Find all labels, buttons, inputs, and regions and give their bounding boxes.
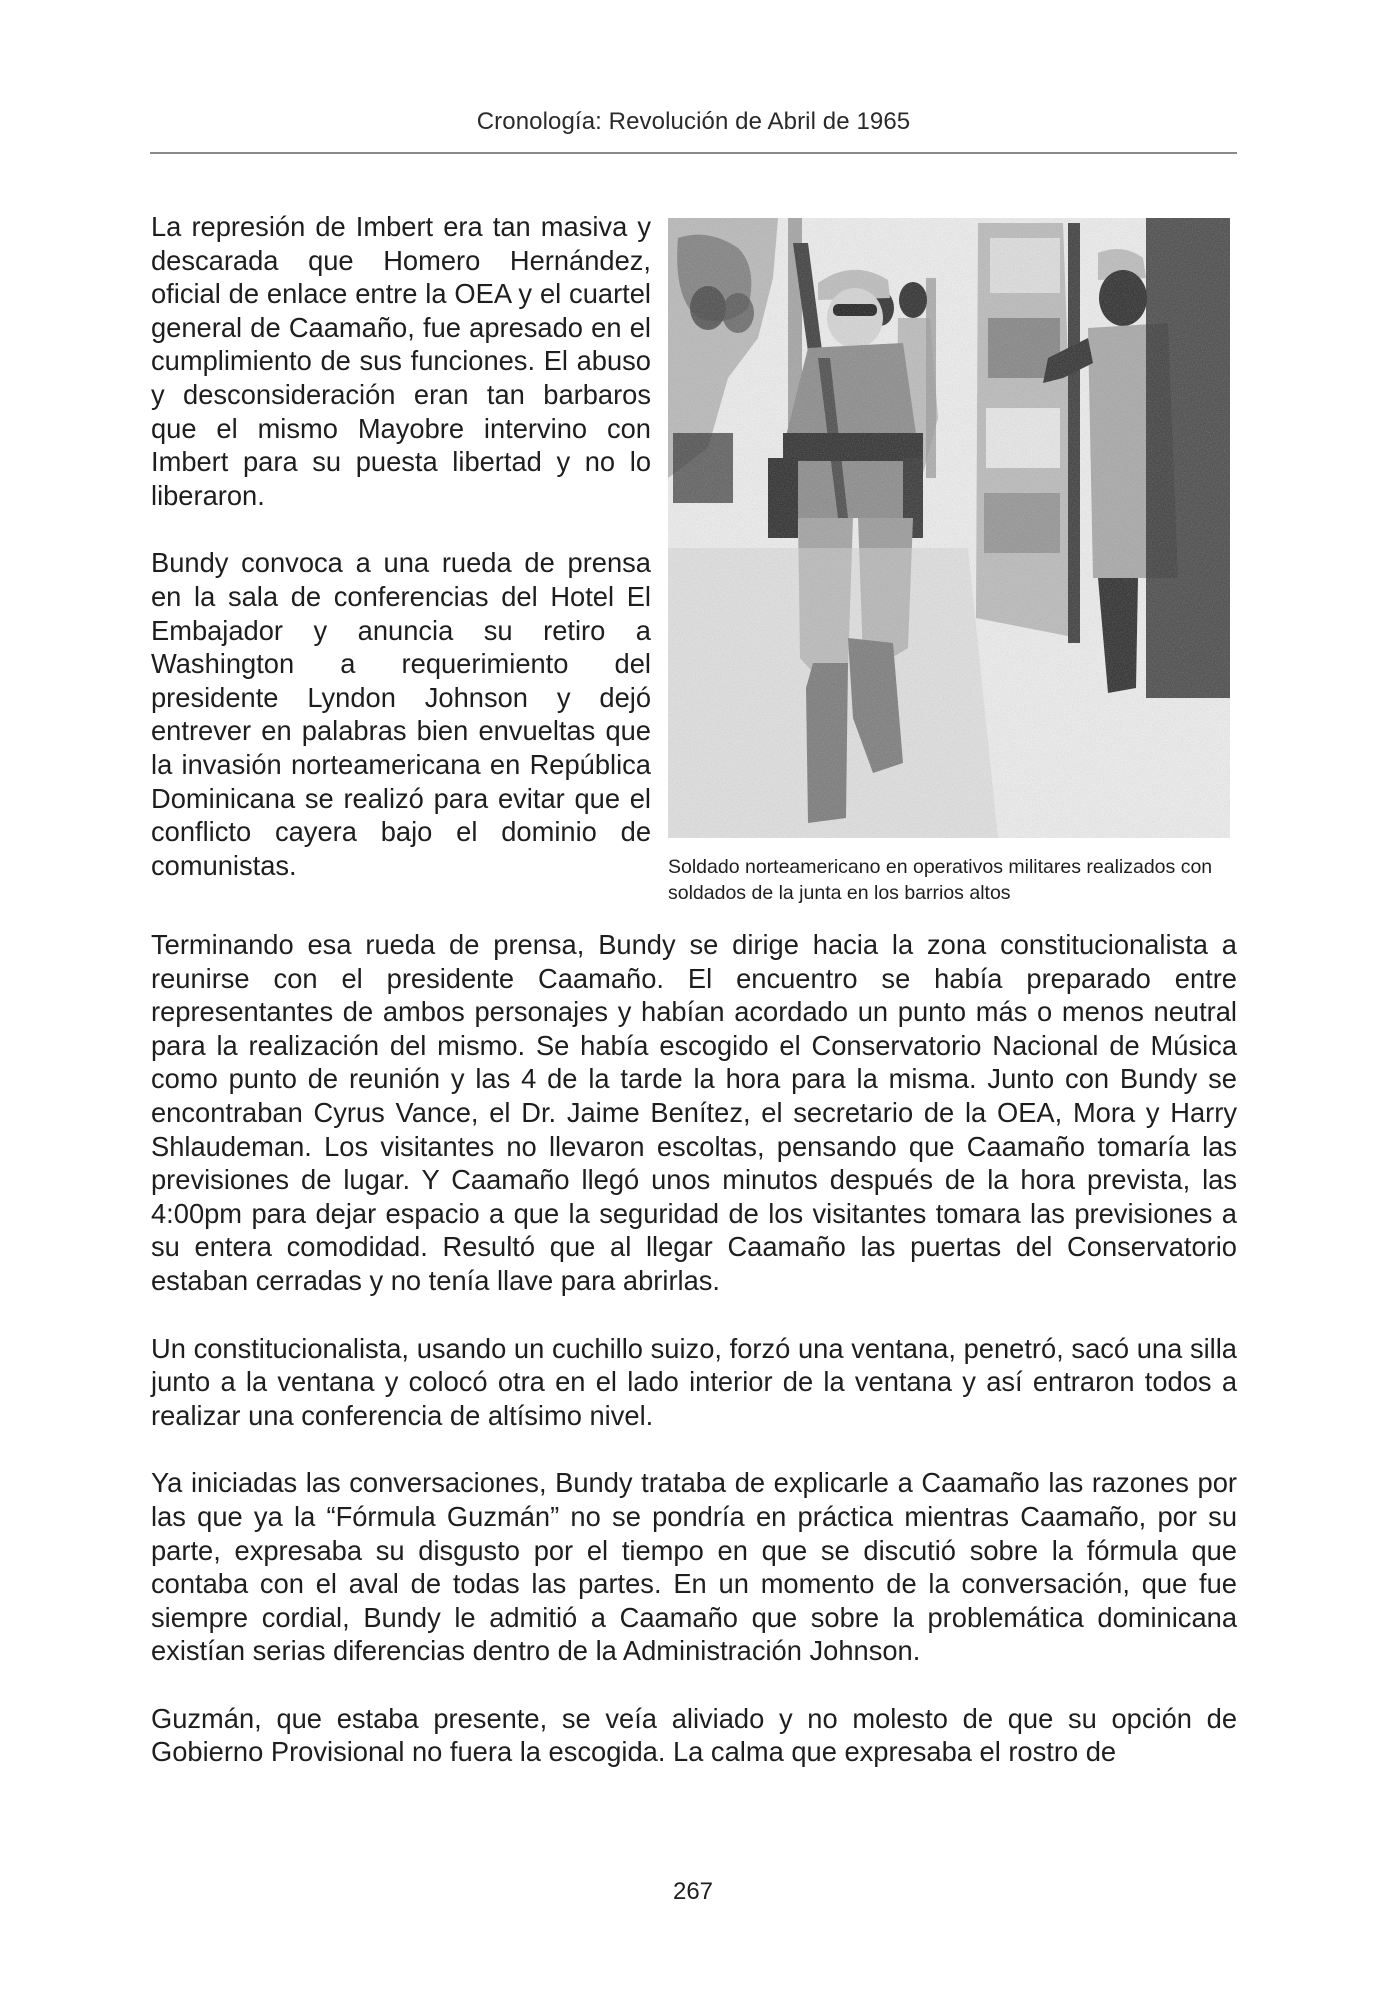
paragraph-bundy-caamano-meeting: Terminando esa rueda de prensa, Bundy se dirige hacia la zona constitucionalista a reunirse con el presidente Caamaño. El encuentro se había preparado entre representantes de ambos personajes y habían acordado un punto más o menos neutral para la realización del mismo. Se había escogido el Conservatorio Nacional de Música como punto de reunión y las 4 de la tarde la hora para la misma. Junto con Bundy se encontraban Cyrus Vance, el Dr. Jaime Benítez, el secretario de la OEA, Mora y Harry Shlaudeman. Los visitantes no llevaron escoltas, pensando que Caamaño tomaría las previsiones de lugar. Y Caamaño llegó unos minutos después de la hora prevista, las 4:00pm para dejar espacio a que la seguridad de los visitantes tomara las previsiones a su entera comodidad. Resultó que al llegar Caamaño las puertas del Conservatorio estaban cerradas y no tenía llave para abrirlas. bbox=[151, 929, 1237, 1296]
paragraph-guzman-relief: Guzmán, que estaba presente, se veía aliviado y no molesto de que su opción de Gobierno Provisional no fuera la escogida. La calma que expresaba el rostro de bbox=[151, 1702, 1237, 1768]
page-number: 267 bbox=[672, 1878, 714, 1905]
photo-caption: Soldado norteamericano en operativos militares realizados con soldados de la junta en los barrios altos bbox=[668, 856, 1213, 904]
header-rule bbox=[150, 152, 1237, 154]
photo-figure bbox=[668, 218, 1233, 906]
soldier-photo bbox=[668, 218, 1230, 838]
paragraph-window-entry: Un constitucionalista, usando un cuchillo suizo, forzó una ventana, penetró, sacó una silla junto a la ventana y colocó otra en el lado interior de la ventana y así entraron todos a realizar una conferencia de altísimo nivel. bbox=[151, 1332, 1237, 1431]
paragraph-imbert-repression: La represión de Imbert era tan masiva y descarada que Homero Hernández, oficial de enlace entre la OEA y el cuartel general de Caamaño, fue apresado en el cumplimiento de sus funciones. El abuso y desconsideración eran tan barbaros que el mismo Mayobre intervino con Imbert para su puesta libertad y no lo liberaron. bbox=[151, 211, 651, 511]
paragraph-formula-guzman: Ya iniciadas las conversaciones, Bundy trataba de explicarle a Caamaño las razones por las que ya la “Fórmula Guzmán” no se pondría en práctica mientras Caamaño, por su parte, expresaba su disgusto por el tiempo en que se discutió sobre la fórmula que contaba con el aval de todas las partes. En un momento de la conversación, que fue siempre cordial, Bundy le admitió a Caamaño que sobre la problemática dominicana existían serias diferencias dentro de la Administración Johnson. bbox=[151, 1467, 1237, 1667]
main-body bbox=[151, 928, 1237, 1769]
left-column bbox=[151, 210, 651, 882]
paragraph-bundy-press-conference: Bundy convoca a una rueda de prensa en la sala de conferencias del Hotel El Embajador y anuncia su retiro a Washington a requerimiento del presidente Lyndon Johnson y dejó entrever en palabras bien envueltas que la invasión norteamericana en República Dominicana se realizó para evitar que el conflicto cayera bajo el dominio de comunistas. bbox=[151, 547, 651, 881]
running-header: Cronología: Revolución de Abril de 1965 bbox=[476, 108, 911, 135]
soldier-photo-graphic bbox=[668, 218, 1230, 838]
